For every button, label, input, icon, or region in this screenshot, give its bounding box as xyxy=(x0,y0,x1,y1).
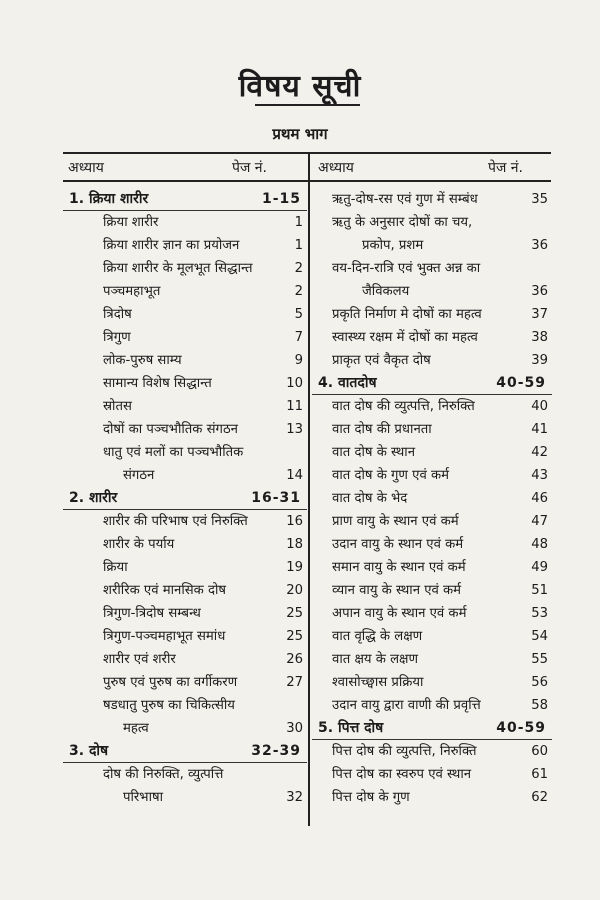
entry-page-number: 2 xyxy=(294,284,303,299)
toc-entry-row xyxy=(63,418,307,441)
entry-page-number: 14 xyxy=(286,468,303,483)
entry-page-number: 1 xyxy=(294,215,303,230)
toc-chapter-row xyxy=(63,487,307,510)
entry-title: क्रिया शारीर ज्ञान का प्रयोजन xyxy=(103,238,240,253)
entry-page-number: 61 xyxy=(531,767,548,782)
entry-page-number: 58 xyxy=(531,698,548,713)
toc-entry-row xyxy=(63,303,307,326)
entry-title: ऋतु के अनुसार दोषों का चय, xyxy=(332,215,473,230)
entry-page-number: 25 xyxy=(286,606,303,621)
toc-chapter-row xyxy=(63,740,307,763)
entry-title: पित्त दोष का स्वरुप एवं स्थान xyxy=(332,767,472,782)
toc-entry-row xyxy=(312,418,552,441)
toc-entry-row xyxy=(63,648,307,671)
chapter-number: 3. xyxy=(69,743,85,759)
entry-title: प्रकृति निर्माण मे दोषों का महत्व xyxy=(332,307,482,322)
entry-title: अपान वायु के स्थान एवं कर्म xyxy=(332,606,467,621)
entry-title: त्रिगुण xyxy=(103,330,131,345)
entry-page-number: 11 xyxy=(286,399,303,414)
entry-title: वात दोष की प्रधानता xyxy=(332,422,432,437)
entry-title: ऋतु-दोष-रस एवं गुण में सम्बंध xyxy=(332,192,478,207)
chapter-page-range: 40-59 xyxy=(496,720,546,736)
entry-title: शरीरिक एवं मानसिक दोष xyxy=(103,583,227,598)
toc-entry-row xyxy=(312,648,552,671)
header-top-rule xyxy=(63,152,551,154)
toc-right-column xyxy=(312,188,552,809)
entry-title: वात दोष के गुण एवं कर्म xyxy=(332,468,449,483)
chapter-page-range: 1-15 xyxy=(261,191,301,207)
entry-title: लोक-पुरुष साम्य xyxy=(103,353,182,368)
entry-page-number: 40 xyxy=(531,399,548,414)
toc-entry-row xyxy=(312,625,552,648)
entry-page-number: 35 xyxy=(531,192,548,207)
entry-title: पुरुष एवं पुरुष का वर्गीकरण xyxy=(103,675,238,690)
entry-title: व्यान वायु के स्थान एवं कर्म xyxy=(332,583,462,598)
entry-title: क्रिया xyxy=(103,560,128,575)
toc-entry-row xyxy=(312,257,552,280)
toc-entry-row xyxy=(63,763,307,786)
toc-entry-row xyxy=(312,280,552,303)
entry-page-number: 55 xyxy=(531,652,548,667)
entry-title: शारीर के पर्याय xyxy=(103,537,175,552)
toc-entry-row xyxy=(312,579,552,602)
entry-page-number: 54 xyxy=(531,629,548,644)
toc-entry-row xyxy=(63,602,307,625)
entry-title: वात क्षय के लक्षण xyxy=(332,652,419,667)
entry-page-number: 9 xyxy=(294,353,303,368)
entry-title: श्वासोच्छ्वास प्रक्रिया xyxy=(332,675,424,690)
entry-page-number: 7 xyxy=(294,330,303,345)
entry-page-number: 16 xyxy=(286,514,303,529)
toc-entry-row xyxy=(63,717,307,740)
toc-chapter-row xyxy=(312,717,552,740)
entry-title: स्वास्थ्य रक्षम में दोषों का महत्व xyxy=(332,330,478,345)
entry-title: उदान वायु के स्थान एवं कर्म xyxy=(332,537,464,552)
entry-title: महत्व xyxy=(123,721,149,736)
toc-entry-row xyxy=(312,188,552,211)
toc-entry-row xyxy=(63,257,307,280)
entry-page-number: 56 xyxy=(531,675,548,690)
entry-title: धातु एवं मलों का पञ्चभौतिक xyxy=(103,445,244,460)
entry-page-number: 36 xyxy=(531,284,548,299)
toc-entry-row xyxy=(312,740,552,763)
right-chapter-header: अध्याय xyxy=(318,160,354,176)
chapter-number: 4. xyxy=(318,375,334,391)
entry-title: क्रिया शारीर के मूलभूत सिद्धान्त xyxy=(103,261,253,276)
entry-title: षडधातु पुरुष का चिकित्सीय xyxy=(103,698,235,713)
toc-entry-row xyxy=(63,579,307,602)
toc-entry-row xyxy=(63,671,307,694)
entry-page-number: 25 xyxy=(286,629,303,644)
entry-page-number: 13 xyxy=(286,422,303,437)
entry-title: क्रिया शारीर xyxy=(103,215,159,230)
chapter-number: 1. xyxy=(69,191,85,207)
entry-title: सामान्य विशेष सिद्धान्त xyxy=(103,376,212,391)
entry-title: वात दोष की व्युत्पत्ति, निरुक्ति xyxy=(332,399,475,414)
toc-entry-row xyxy=(312,464,552,487)
entry-page-number: 18 xyxy=(286,537,303,552)
entry-title: शारीर एवं शरीर xyxy=(103,652,176,667)
toc-entry-row xyxy=(63,510,307,533)
entry-title: वात दोष के भेद xyxy=(332,491,408,506)
entry-title: पञ्चमहाभूत xyxy=(103,284,161,299)
entry-title: प्राण वायु के स्थान एवं कर्म xyxy=(332,514,459,529)
entry-page-number: 36 xyxy=(531,238,548,253)
entry-page-number: 20 xyxy=(286,583,303,598)
entry-page-number: 26 xyxy=(286,652,303,667)
entry-title: त्रिगुण-त्रिदोष सम्बन्ध xyxy=(103,606,201,621)
entry-title: पित्त दोष के गुण xyxy=(332,790,410,805)
toc-entry-row xyxy=(63,441,307,464)
entry-page-number: 41 xyxy=(531,422,548,437)
toc-entry-row xyxy=(63,464,307,487)
chapter-page-range: 16-31 xyxy=(251,490,301,506)
entry-page-number: 30 xyxy=(286,721,303,736)
entry-page-number: 2 xyxy=(294,261,303,276)
entry-title: वात दोष के स्थान xyxy=(332,445,416,460)
entry-title: त्रिदोष xyxy=(103,307,132,322)
entry-page-number: 42 xyxy=(531,445,548,460)
toc-entry-row xyxy=(63,533,307,556)
entry-page-number: 47 xyxy=(531,514,548,529)
chapter-number: 5. xyxy=(318,720,334,736)
entry-title: दोष की निरुक्ति, व्युत्पत्ति xyxy=(103,767,224,782)
entry-page-number: 43 xyxy=(531,468,548,483)
entry-title: उदान वायु द्वारा वाणी की प्रवृत्ति xyxy=(332,698,481,713)
entry-page-number: 38 xyxy=(531,330,548,345)
chapter-title: दोष xyxy=(89,743,109,759)
entry-title: शारीर की परिभाष एवं निरुक्ति xyxy=(103,514,248,529)
toc-entry-row xyxy=(312,533,552,556)
toc-entry-row xyxy=(63,786,307,809)
toc-entry-row xyxy=(312,602,552,625)
toc-entry-row xyxy=(312,487,552,510)
entry-page-number: 49 xyxy=(531,560,548,575)
right-page-header: पेज नं. xyxy=(488,160,524,176)
entry-title: पित्त दोष की व्युत्पत्ति, निरुक्ति xyxy=(332,744,477,759)
toc-entry-row xyxy=(63,211,307,234)
toc-left-column xyxy=(63,188,307,809)
entry-page-number: 37 xyxy=(531,307,548,322)
section-subtitle: प्रथम भाग xyxy=(272,125,328,143)
toc-entry-row xyxy=(63,694,307,717)
entry-page-number: 32 xyxy=(286,790,303,805)
chapter-title: पित्त दोष xyxy=(338,720,384,736)
chapter-page-range: 40-59 xyxy=(496,375,546,391)
entry-title: प्रकोप, प्रशम xyxy=(362,238,424,253)
toc-entry-row xyxy=(312,786,552,809)
left-page-header: पेज नं. xyxy=(232,160,268,176)
header-bottom-rule xyxy=(63,180,551,182)
chapter-title: वातदोष xyxy=(338,375,377,391)
entry-title: प्राकृत एवं वैकृत दोष xyxy=(332,353,431,368)
entry-title: वय-दिन-रात्रि एवं भुक्त अन्न का xyxy=(332,261,481,276)
entry-title: संगठन xyxy=(123,468,155,483)
entry-page-number: 51 xyxy=(531,583,548,598)
toc-entry-row xyxy=(312,763,552,786)
toc-entry-row xyxy=(312,395,552,418)
toc-entry-row xyxy=(312,694,552,717)
entry-page-number: 48 xyxy=(531,537,548,552)
toc-entry-row xyxy=(312,441,552,464)
entry-page-number: 39 xyxy=(531,353,548,368)
toc-entry-row xyxy=(63,625,307,648)
entry-title: परिभाषा xyxy=(123,790,164,805)
left-chapter-header: अध्याय xyxy=(68,160,104,176)
chapter-title: शारीर xyxy=(89,490,118,506)
chapter-title: क्रिया शारीर xyxy=(89,191,149,207)
toc-entry-row xyxy=(63,372,307,395)
toc-entry-row xyxy=(63,395,307,418)
entry-title: दोषों का पञ्चभौतिक संगठन xyxy=(103,422,238,437)
toc-chapter-row xyxy=(312,372,552,395)
entry-page-number: 5 xyxy=(294,307,303,322)
toc-entry-row xyxy=(312,671,552,694)
toc-entry-row xyxy=(312,211,552,234)
page-title: विषय सूची xyxy=(238,69,362,104)
toc-entry-row xyxy=(312,349,552,372)
entry-page-number: 62 xyxy=(531,790,548,805)
entry-title: समान वायु के स्थान एवं कर्म xyxy=(332,560,466,575)
toc-entry-row xyxy=(63,556,307,579)
chapter-number: 2. xyxy=(69,490,85,506)
entry-title: जैविकलय xyxy=(362,284,410,299)
title-underline xyxy=(255,104,360,106)
entry-title: त्रिगुण-पञ्चमहाभूत समांध xyxy=(103,629,226,644)
entry-page-number: 60 xyxy=(531,744,548,759)
entry-title: वात वृद्धि के लक्षण xyxy=(332,629,423,644)
entry-title: स्रोतस xyxy=(103,399,132,414)
toc-entry-row xyxy=(312,303,552,326)
toc-entry-row xyxy=(63,326,307,349)
chapter-page-range: 32-39 xyxy=(251,743,301,759)
toc-entry-row xyxy=(63,349,307,372)
entry-page-number: 53 xyxy=(531,606,548,621)
entry-page-number: 1 xyxy=(294,238,303,253)
column-divider xyxy=(308,154,310,826)
toc-entry-row xyxy=(312,510,552,533)
entry-page-number: 27 xyxy=(286,675,303,690)
toc-entry-row xyxy=(63,234,307,257)
toc-entry-row xyxy=(312,556,552,579)
toc-entry-row xyxy=(312,234,552,257)
entry-page-number: 19 xyxy=(286,560,303,575)
toc-chapter-row xyxy=(63,188,307,211)
toc-entry-row xyxy=(63,280,307,303)
entry-page-number: 10 xyxy=(286,376,303,391)
toc-entry-row xyxy=(312,326,552,349)
entry-page-number: 46 xyxy=(531,491,548,506)
